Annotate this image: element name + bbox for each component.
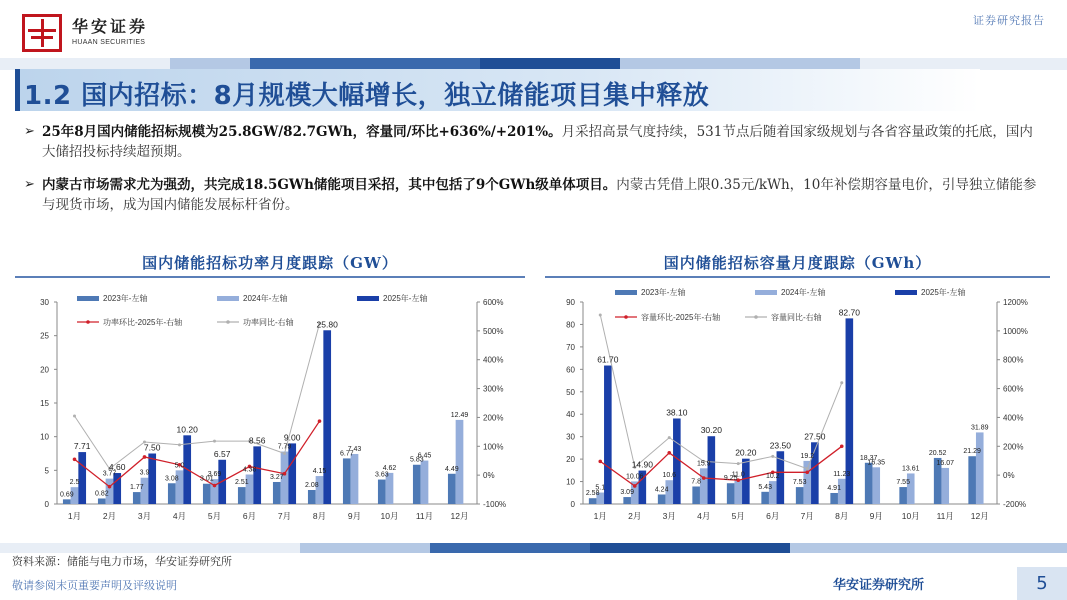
x-tick-label: 11月 bbox=[415, 511, 434, 521]
y2-tick-label: 500% bbox=[483, 326, 504, 336]
data-label-s2023: 1.77 bbox=[129, 484, 144, 492]
power-chart bbox=[15, 282, 525, 532]
x-tick-label: 3月 bbox=[662, 511, 676, 521]
bullet-arrow-icon: ➢ bbox=[24, 177, 35, 192]
bar-s2024 bbox=[700, 468, 708, 504]
bar-s2023 bbox=[63, 499, 71, 504]
data-label-s2024: 4.62 bbox=[382, 464, 397, 472]
report-type-label: 证券研究报告 bbox=[973, 14, 1045, 27]
y2-tick-label: -100% bbox=[483, 500, 507, 509]
x-tick-label: 5月 bbox=[207, 511, 222, 521]
bar-s2025 bbox=[78, 452, 86, 504]
legend-label: 容量同比-右轴 bbox=[771, 313, 822, 322]
y-tick-label: 20 bbox=[566, 455, 575, 465]
data-label-s2023: 21.29 bbox=[963, 448, 981, 456]
bar-s2025 bbox=[811, 442, 819, 504]
y-tick-label: 70 bbox=[566, 342, 575, 352]
chart-1-title-rule bbox=[15, 276, 525, 278]
footer-stripe bbox=[300, 543, 430, 553]
x-tick-label: 8月 bbox=[312, 511, 327, 521]
bar-s2025 bbox=[673, 418, 681, 504]
bullet-2-bold: 内蒙古市场需求尤为强劲，共完成18.5GWh储能项目采招，其中包括了9个GWh级单体项目。 bbox=[42, 177, 617, 193]
y2-tick-label: -200% bbox=[1003, 500, 1027, 509]
legend-marker bbox=[86, 320, 90, 324]
bar-s2024 bbox=[907, 473, 915, 504]
x-tick-label: 1月 bbox=[67, 511, 82, 521]
bar-s2025 bbox=[742, 459, 750, 504]
bar-s2024 bbox=[421, 461, 429, 504]
mom-point bbox=[667, 451, 671, 455]
chart-2-title: 国内储能招标容量月度跟踪（GWh） bbox=[663, 254, 932, 272]
data-label-s2023: 5.43 bbox=[758, 483, 772, 491]
data-label-s2023: 5.83 bbox=[409, 456, 424, 464]
data-label-s2023: 3.27 bbox=[269, 473, 284, 481]
data-label-s2024: 5.1 bbox=[595, 484, 606, 492]
data-label-s2025: 30.20 bbox=[700, 425, 722, 436]
footer-stripe bbox=[430, 543, 590, 553]
disclaimer-link[interactable]: 敬请参阅末页重要声明及评级说明 bbox=[12, 579, 177, 592]
data-label-s2024: 15.9 bbox=[696, 460, 711, 468]
data-label-s2023: 2.58 bbox=[585, 490, 600, 498]
data-label-s2024: 3.9 bbox=[139, 469, 150, 477]
data-label-s2025: 7.50 bbox=[143, 442, 161, 453]
x-tick-label: 9月 bbox=[347, 511, 362, 521]
legend-swatch-s2024 bbox=[217, 296, 239, 301]
bar-s2023 bbox=[623, 497, 631, 504]
bar-s2023 bbox=[761, 492, 769, 504]
data-label-s2023: 2.08 bbox=[304, 481, 319, 489]
x-tick-label: 10月 bbox=[380, 511, 399, 521]
mom-point bbox=[143, 455, 147, 459]
data-label-s2024: 11.0 bbox=[731, 471, 745, 479]
y-tick-label: 20 bbox=[40, 365, 49, 375]
mom-point bbox=[633, 484, 637, 488]
y-tick-label: 0 bbox=[44, 500, 49, 509]
y-tick-label: 15 bbox=[40, 399, 49, 408]
mom-point bbox=[702, 476, 706, 480]
bullet-point-1 bbox=[24, 122, 1042, 162]
mom-point bbox=[213, 484, 217, 488]
data-label-s2025: 9.00 bbox=[283, 432, 301, 443]
data-label-s2024: 4.38 bbox=[242, 466, 257, 474]
legend-label: 2024年-左轴 bbox=[243, 294, 288, 303]
data-label-s2025: 82.70 bbox=[838, 307, 860, 318]
data-label-s2023: 9.25 bbox=[723, 475, 738, 483]
legend-label: 2025年-左轴 bbox=[383, 294, 428, 303]
y2-tick-label: 400% bbox=[1003, 413, 1024, 423]
yoy-point bbox=[806, 467, 809, 470]
yoy-point bbox=[668, 436, 671, 439]
x-tick-label: 1月 bbox=[593, 511, 607, 521]
data-label-s2023: 4.49 bbox=[444, 465, 459, 473]
data-label-s2024: 6.45 bbox=[417, 452, 432, 460]
mom-point bbox=[318, 419, 322, 423]
legend-marker bbox=[754, 315, 758, 319]
bar-s2023 bbox=[692, 486, 700, 504]
yoy-point bbox=[840, 381, 843, 384]
bar-s2023 bbox=[413, 465, 421, 504]
bar-s2023 bbox=[796, 487, 804, 504]
y2-tick-label: 1000% bbox=[1003, 326, 1028, 336]
bar-s2023 bbox=[133, 492, 141, 504]
bar-s2025 bbox=[288, 443, 296, 504]
legend-swatch-s2023 bbox=[615, 290, 637, 295]
legend-label: 2025年-左轴 bbox=[921, 288, 966, 297]
data-label-s2025: 4.60 bbox=[108, 462, 126, 473]
yoy-point bbox=[73, 414, 76, 417]
y-tick-label: 5 bbox=[44, 466, 49, 476]
legend-marker bbox=[226, 320, 230, 324]
x-tick-label: 6月 bbox=[242, 511, 257, 521]
data-label-s2024: 10.2 bbox=[765, 473, 780, 481]
data-label-s2023: 7.55 bbox=[896, 479, 910, 487]
bar-s2023 bbox=[238, 487, 246, 504]
data-label-s2024: 31.89 bbox=[970, 424, 989, 432]
data-label-s2024: 10.6 bbox=[662, 472, 677, 480]
data-label-s2025: 10.20 bbox=[176, 424, 198, 435]
footer-organization: 华安证券研究所 bbox=[833, 578, 925, 593]
data-label-s2025: 20.20 bbox=[735, 447, 757, 458]
y-tick-label: 30 bbox=[566, 432, 575, 442]
data-label-s2024: 12.49 bbox=[450, 411, 469, 419]
capacity-chart bbox=[545, 282, 1050, 532]
page-number: 5 bbox=[1017, 567, 1067, 600]
footer-stripe bbox=[790, 543, 1067, 553]
yoy-point bbox=[283, 452, 286, 455]
legend-label: 容量环比-2025年-右轴 bbox=[641, 313, 721, 322]
yoy-line bbox=[600, 315, 842, 469]
y-tick-label: 40 bbox=[566, 410, 575, 420]
y2-tick-label: 200% bbox=[1003, 442, 1024, 452]
data-label-s2024: 2.5 bbox=[69, 479, 80, 487]
x-tick-label: 12月 bbox=[970, 511, 989, 521]
y-tick-label: 90 bbox=[566, 298, 575, 307]
bar-s2023 bbox=[273, 482, 281, 504]
bar-s2023 bbox=[589, 498, 597, 504]
mom-point bbox=[73, 457, 77, 461]
bar-s2024 bbox=[976, 432, 984, 504]
mom-point bbox=[598, 460, 602, 464]
x-tick-label: 2月 bbox=[628, 511, 642, 521]
data-label-s2024: 10.06 bbox=[625, 473, 644, 481]
y2-tick-label: 400% bbox=[483, 355, 504, 365]
x-tick-label: 5月 bbox=[731, 511, 745, 521]
y2-tick-label: 100% bbox=[483, 442, 504, 452]
yoy-point bbox=[178, 443, 181, 446]
legend-label: 2023年-左轴 bbox=[641, 288, 686, 297]
y-tick-label: 25 bbox=[40, 331, 49, 341]
bar-s2023 bbox=[658, 494, 666, 504]
bar-s2025 bbox=[708, 436, 716, 504]
chart-1-title: 国内储能招标功率月度跟踪（GW） bbox=[142, 254, 398, 272]
y2-tick-label: 300% bbox=[483, 384, 504, 394]
logo-english: HUAAN SECURITIES bbox=[72, 39, 146, 46]
bar-s2023 bbox=[448, 474, 456, 504]
data-label-s2023: 7.8 bbox=[691, 478, 702, 486]
data-label-s2024: 7.79 bbox=[277, 443, 292, 451]
data-label-s2023: 0.69 bbox=[59, 491, 74, 499]
x-tick-label: 8月 bbox=[835, 511, 849, 521]
x-tick-label: 7月 bbox=[800, 511, 814, 521]
data-label-s2023: 3.63 bbox=[374, 471, 389, 479]
bar-s2024 bbox=[941, 468, 949, 504]
data-label-s2023: 20.52 bbox=[928, 449, 947, 457]
y-tick-label: 80 bbox=[566, 320, 575, 330]
data-label-s2025: 38.10 bbox=[666, 407, 688, 418]
data-label-s2023: 18.37 bbox=[859, 454, 878, 462]
data-label-s2025: 61.70 bbox=[597, 354, 619, 365]
data-label-s2025: 7.71 bbox=[73, 441, 91, 452]
y2-tick-label: 200% bbox=[483, 413, 504, 423]
data-label-s2024: 16.07 bbox=[936, 459, 955, 467]
bar-s2024 bbox=[872, 467, 880, 504]
logo-text bbox=[72, 14, 148, 46]
legend-marker bbox=[624, 315, 628, 319]
bar-s2025 bbox=[148, 454, 156, 505]
bar-s2024 bbox=[316, 476, 324, 504]
bar-s2023 bbox=[899, 487, 907, 504]
data-label-s2025: 27.50 bbox=[804, 431, 826, 442]
y-tick-label: 60 bbox=[566, 365, 575, 375]
x-tick-label: 9月 bbox=[869, 511, 883, 521]
y-tick-label: 10 bbox=[40, 432, 49, 442]
bar-s2024 bbox=[211, 479, 219, 504]
data-label-s2024: 3.69 bbox=[207, 471, 222, 479]
data-label-s2023: 4.91 bbox=[827, 484, 841, 492]
bar-s2025 bbox=[323, 330, 331, 504]
data-label-s2025: 14.90 bbox=[631, 459, 653, 470]
mom-point bbox=[108, 485, 112, 489]
data-label-s2023: 0.82 bbox=[94, 490, 109, 498]
y-tick-label: 0 bbox=[570, 500, 575, 509]
data-label-s2023: 7.53 bbox=[792, 479, 807, 487]
x-tick-label: 7月 bbox=[277, 511, 292, 521]
legend-swatch-s2025 bbox=[357, 296, 379, 301]
section-title: 1.2 国内招标：8月规模大幅增长，独立储能项目集中释放 bbox=[24, 81, 710, 111]
logo-chinese: 华安证券 bbox=[72, 17, 149, 36]
data-label-s2025: 23.50 bbox=[769, 440, 791, 451]
bullet-1-text: 月采招高景气度持续，531节点后随着国家级规划与各省容量政策的托底，国内大储招投标持续超预期。 bbox=[42, 124, 1033, 160]
bar-s2024 bbox=[351, 454, 359, 504]
y2-tick-label: 0% bbox=[1003, 471, 1015, 481]
bullet-1-bold: 25年8月国内储能招标规模为25.8GW/82.7GWh，容量同/环比+636%/+201%。 bbox=[42, 124, 562, 140]
yoy-point bbox=[737, 462, 740, 465]
data-label-s2024: 13.61 bbox=[901, 465, 920, 473]
y-tick-label: 10 bbox=[566, 477, 575, 487]
data-label-s2025: 6.57 bbox=[213, 448, 231, 459]
y-tick-label: 50 bbox=[566, 387, 575, 397]
bar-s2023 bbox=[343, 458, 351, 504]
data-label-s2023: 6.77 bbox=[339, 450, 354, 458]
bar-s2025 bbox=[253, 446, 261, 504]
bar-s2023 bbox=[968, 456, 976, 504]
data-label-s2024: 5.0 bbox=[174, 462, 185, 470]
data-label-s2023: 3.08 bbox=[164, 475, 179, 483]
chart-2-title-rule bbox=[545, 276, 1050, 278]
x-tick-label: 4月 bbox=[172, 511, 187, 521]
bar-s2024 bbox=[456, 420, 464, 504]
x-tick-label: 6月 bbox=[766, 511, 780, 521]
data-label-s2023: 4.24 bbox=[654, 486, 669, 494]
legend-label: 功率环比-2025年-右轴 bbox=[103, 318, 183, 327]
footer-stripe bbox=[0, 543, 300, 553]
data-label-s2025: 25.80 bbox=[316, 319, 338, 330]
bar-s2023 bbox=[308, 490, 316, 504]
bar-s2023 bbox=[168, 483, 176, 504]
bar-s2023 bbox=[98, 498, 106, 504]
bar-s2023 bbox=[830, 493, 838, 504]
y2-tick-label: 1200% bbox=[1003, 298, 1028, 307]
yoy-point bbox=[771, 455, 774, 458]
legend-swatch-s2024 bbox=[755, 290, 777, 295]
x-tick-label: 11月 bbox=[936, 511, 954, 521]
bullet-2-text: 内蒙古凭借上限0.35元/kWh，10年补偿期容量电价，引导独立储能参与现货市场，成为国内储能发展标杆省份。 bbox=[42, 177, 1037, 213]
x-tick-label: 2月 bbox=[102, 511, 117, 521]
y2-tick-label: 600% bbox=[1003, 384, 1024, 394]
yoy-point bbox=[213, 440, 216, 443]
y-tick-label: 30 bbox=[40, 298, 49, 307]
mom-point bbox=[840, 444, 844, 448]
section-banner-accent bbox=[15, 69, 20, 111]
data-label-s2023: 3.01 bbox=[199, 475, 214, 483]
data-label-s2024: 4.15 bbox=[312, 468, 327, 476]
x-tick-label: 4月 bbox=[697, 511, 711, 521]
data-label-s2024: 19.2 bbox=[800, 452, 815, 460]
legend-label: 功率同比-右轴 bbox=[243, 318, 294, 327]
footer-stripe bbox=[590, 543, 790, 553]
y2-tick-label: 600% bbox=[483, 298, 504, 307]
x-tick-label: 3月 bbox=[137, 511, 152, 521]
legend-swatch-s2025 bbox=[895, 290, 917, 295]
legend-label: 2023年-左轴 bbox=[103, 294, 148, 303]
bar-s2023 bbox=[203, 484, 211, 504]
company-logo bbox=[22, 14, 62, 52]
bullet-arrow-icon: ➢ bbox=[24, 124, 35, 139]
mom-point bbox=[805, 470, 809, 474]
data-label-s2023: 3.09 bbox=[620, 489, 634, 497]
y2-tick-label: 800% bbox=[1003, 355, 1024, 365]
data-label-s2024: 3.77 bbox=[102, 470, 117, 478]
data-label-s2024: 7.43 bbox=[347, 445, 362, 453]
legend-label: 2024年-左轴 bbox=[781, 288, 826, 297]
y2-tick-label: 0% bbox=[483, 471, 495, 481]
legend-swatch-s2023 bbox=[77, 296, 99, 301]
bar-s2023 bbox=[865, 463, 873, 504]
data-label-s2024: 11.23 bbox=[833, 470, 851, 478]
bar-s2023 bbox=[727, 483, 735, 504]
bar-s2024 bbox=[734, 479, 742, 504]
bullet-point-2 bbox=[24, 175, 1042, 215]
x-tick-label: 10月 bbox=[901, 511, 920, 521]
yoy-point bbox=[599, 313, 602, 316]
bar-s2023 bbox=[378, 480, 386, 504]
bar-s2025 bbox=[604, 366, 612, 504]
data-label-s2025: 8.56 bbox=[248, 435, 266, 446]
data-label-s2024: 16.35 bbox=[867, 459, 886, 467]
data-label-s2023: 2.51 bbox=[234, 479, 249, 487]
x-tick-label: 12月 bbox=[450, 511, 469, 521]
source-note: 资料来源：储能与电力市场，华安证券研究所 bbox=[12, 555, 232, 568]
